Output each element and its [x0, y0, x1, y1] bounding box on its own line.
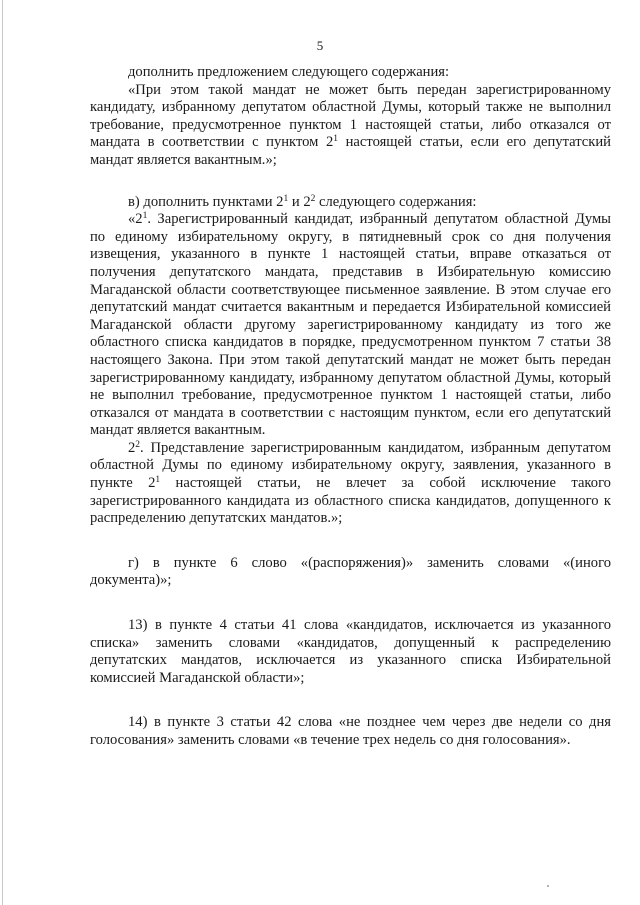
paragraph-item-14 — [90, 714, 611, 749]
superscript-index: 2 — [135, 439, 141, 450]
text-segment: в) дополнить пунктами 2 — [128, 193, 284, 210]
text-segment: 2 — [128, 439, 136, 456]
paragraph-point-2-2 — [90, 440, 611, 528]
text-segment: 14) в пункте 3 статьи 42 слова «не позднее чем через две недели со дня голосования» заменить словами «в течение трех недель со дня голосования». — [90, 714, 611, 748]
paragraph-item-g — [90, 555, 611, 590]
text-segment: дополнить предложением следующего содержания: — [128, 64, 450, 80]
superscript-index: 1 — [155, 475, 161, 486]
paragraph-item-v — [90, 194, 611, 212]
superscript-index: 2 — [310, 193, 316, 204]
superscript-index: 1 — [333, 134, 339, 145]
text-segment: . Зарегистрированный кандидат, избранный депутатом областной Думы по единому избирательному округу, в пятидневный срок со дня получения извещения, указанного в пункте 1 настоящей статьи, вправе отказаться от получения депутатского мандата, представив в Избирательную комиссию Магаданской области соответствующее письменное заявление. В этом случае его депутатский мандат считается вакантным и передается Избирательной комиссией Магаданской области другому зарегистрированному кандидату из того же областного списка кандидатов в порядке, предусмотренном пунктом 7 статьи 38 настоящего Закона. При этом такой депутатский мандат не может быть передан зарегистрированному кандидату, избранному депутатом областной Думы, который не выполнил требование, предусмотренное пунктом 1 настоящей статьи, либо отказался от мандата в соответствии с настоящим пунктом, если его депутатский мандат является вакантным. — [90, 211, 611, 439]
text-segment: г) в пункте 6 слово «(распоряжения)» заменить словами «(иного документа)»; — [90, 554, 611, 589]
text-segment: «2 — [128, 211, 143, 228]
paragraph-point-2-1 — [90, 211, 611, 440]
paragraph-item-13 — [90, 617, 611, 687]
text-segment: настоящей статьи, не влечет за собой исключение такого зарегистрированного кандидата из областного списка кандидатов, допущенного к распределению депутатских мандатов.»; — [90, 475, 611, 527]
scan-speck — [547, 885, 549, 887]
paragraph-intro — [90, 64, 611, 82]
superscript-index: 1 — [283, 193, 289, 204]
text-segment: . Представление зарегистрированным кандидатом, избранным депутатом областной Думы по единому избирательному округу, заявления, указанного в пункте 2 — [90, 439, 611, 492]
paragraph-quoted-sentence — [90, 82, 611, 170]
text-segment: и 2 — [288, 193, 311, 210]
text-segment: следующего содержания: — [315, 193, 477, 210]
page-number: 5 — [316, 38, 324, 53]
scan-edge-line — [2, 0, 3, 905]
text-segment: «При этом такой мандат не может быть передан зарегистрированному кандидату, избранному депутатом областной Думы, который также не выполнил требование, предусмотренное пунктом 1 настоящей статьи, либо отказался от мандата в соответствии с пунктом 2 — [90, 81, 611, 151]
document-body — [90, 64, 611, 750]
text-segment: 13) в пункте 4 статьи 41 слова «кандидатов, исключается из указанного списка» заменить словами «кандидатов, допущенный к распределению депутатских мандатов, исключается из указанного списка Избирательной комиссией Магаданской области»; — [90, 617, 611, 686]
text-segment: настоящей статьи, если его депутатский мандат является вакантным.»; — [90, 134, 611, 168]
superscript-index: 1 — [142, 211, 148, 222]
